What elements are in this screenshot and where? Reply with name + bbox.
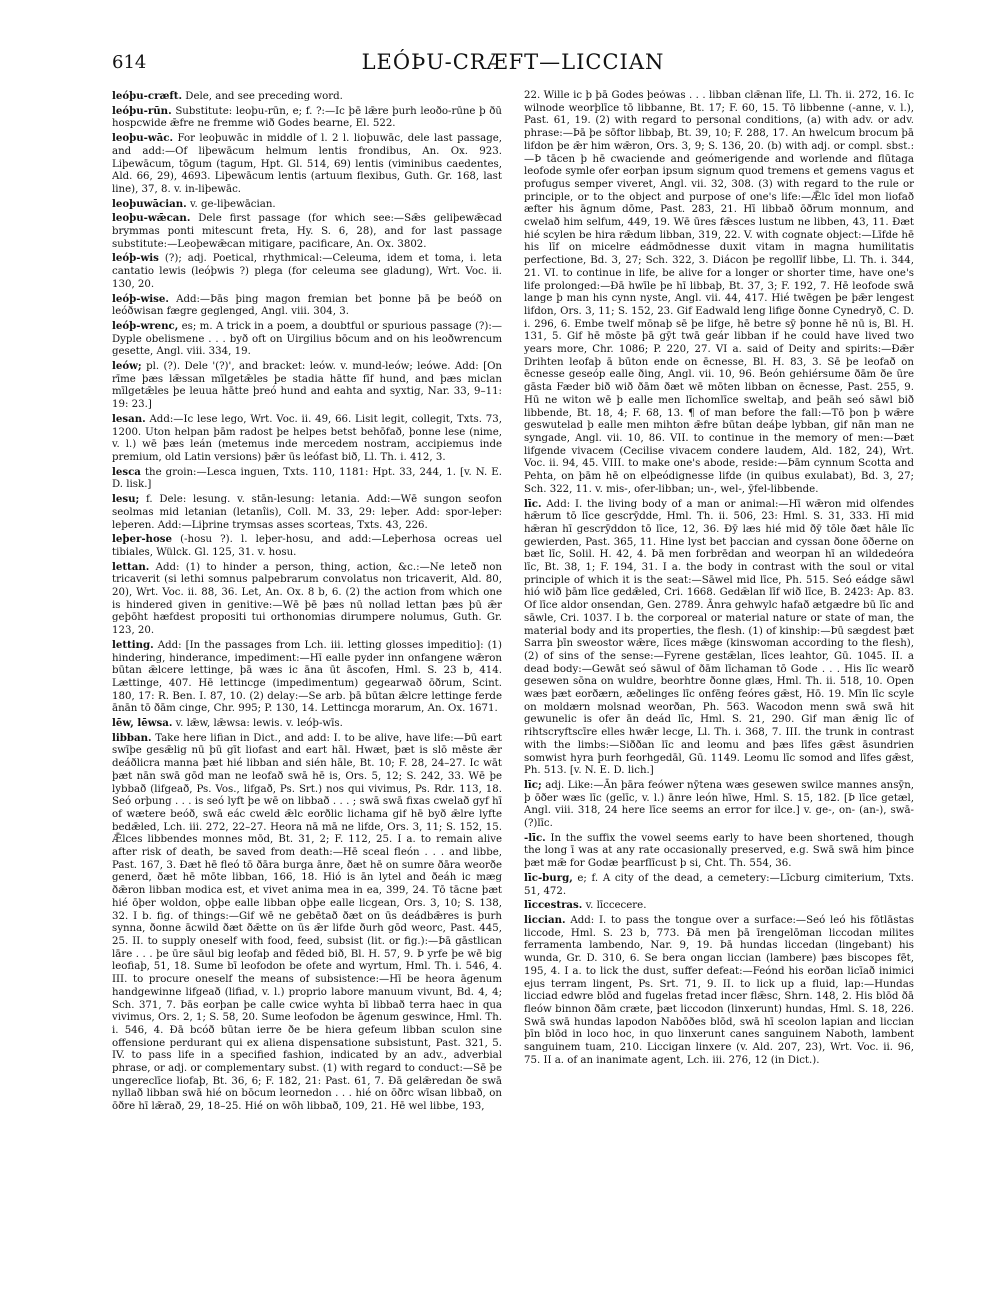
entry-headword: līccestras. [524, 899, 583, 912]
right-column [524, 90, 914, 1115]
entry-text: Dele first passage (for which see:—Sǣs geliþewǣcad brymmas ponti mitescunt freta, Hy. S. 6, 28), and for last passage substitute:—Leoþewǣcan mitigare, pacificare, An. Ox. 3802. [112, 213, 502, 250]
dictionary-entry [524, 779, 914, 831]
entry-headword: leoþu-wāc. [112, 132, 174, 145]
dictionary-entry [112, 90, 502, 104]
entry-text: e; f. A city of the dead, a cemetery:—Līcburg cimiterium, Txts. 51, 472. [524, 872, 914, 897]
entry-text: the groin:—Lesca inguen, Txts. 110, 1181: Hpt. 33, 244, 1. [v. N. E. D. lisk.] [112, 466, 502, 491]
entry-headword: lēw, lēwsa. [112, 717, 173, 730]
entry-text: f. Dele: lesung. v. stān-lesung: letania. Add:—Wē sungon seofon seolmas mid letanian (letanîis), Coll. M. 33, 29: leþer. Add: spor-leþer: leþeren. Add:—Liþrine trymsas asses scorteas, Txts. 43, 226. [112, 494, 502, 531]
dictionary-entry [524, 914, 914, 1067]
entry-text: Take here lifian in Dict., and add: I. to be alive, have life:—Þū eart swīþe gesǣlig nū þū gīt liofast and eart hāl. Hwæt, þæt is slō mēste ǣr deáðlicra manna þæt hié libban and sién hāle, Bt. 10; F. 28, 24–27. Ic wāt þæt nān swā gōd man ne leofað swā hē is, Ors. 5, 12; S. 242, 33. Wē þe lybbað (lifgeað, Ps. Vos., lifgað, Ps. Srt.) nos qui vivimus, Ps. Rdr. 113, 18. Seó orþung . . . is seó lyft þe wē on libbað . . . ; swā swā fixas cwelað gyf hī of wætere beóð, swā eác cweld ǣlc eorðlic lichama gif hē byð ǣlre lyfte bedǣled, Lch. iii. 272, 22–27. Heora nā mā ne lifde, Ors. 3, 11; S. 152, 15. Ǣlces libbendes monnes mōd, Bt. 31, 2; F. 112, 25. I a. to remain alive after risk of death, be saved from death:—Hē sceal fleón . . . and libbe, Past. 167, 3. Ðæt hē fleó tō ðāra burga ānre, ðæt hē on sumre ðāra weorðe generd, ðæt hē mōte libban, 166, 18. Hió is ān lytel and ðeáh ic mæg ðǣron libban modica est, et vivet anima mea in ea, 399, 24. Tō tācne þæt hié ōþer woldon, oþþe ealle libban oþþe ealle licgean, Ors. 3, 10; S. 138, 32. I b. fig. of things:—Gif wē ne gebētað ðæt on ūs deádbǣres is þurh synna, ðonne ācwild ðæt ðǣtte on ūs ǣr lifde ðurh gōd weorc, Past. 445, 25. II. to supply oneself with food, feed, subsist (lit. or fig.):—Þā gāstlican lāre . . . þe ūre sāul big leofaþ and fēded bið, Bl. H. 57, 9. Þ yrfe þe wē big leofiaþ, 51, 18. Sume bī leofodon be ofete and wyrtum, Hml. Th. i. 546, 4. III. to procure oneself the means of subsistence:—Hī be heora āgenum handgewinne lifgeað (lifiad, v. l.) proprio labore manuum vivunt, Bd. 4, 4; Sch. 371, 7. Þās eorþan þe calle cwice wyhta bī libbað terra haec in qua vivimus, Ors. 2, 1; S. 58, 20. Sume leofodon be āgenum geswince, Hml. Th. i. 546, 4. Ðā bcóð būtan ierre ðe be hiera gefeum libban sculon sine offensione perdurant qui ex aliena dispensatione subsistunt, Past. 321, 5. IV. to pass life in a specified fashion, indicated by an adv., adverbial phrase, or adj. or complementary subst. (1) with regard to conduct:—Sē þe ungereclīce liofaþ, Bt. 36, 6; F. 182, 21: Past. 61, 7. Ðā gelǣredan ðe swā nyllað libban swā hié on bōcum leornedon . . . hié on ōðrc wīsan libbað, on ōðre hī lǣrað, 29, 18–25. Hié on wōh libbað, 109, 21. Hē wel libbe, 193, [112, 732, 502, 1113]
dictionary-entry [112, 132, 502, 197]
dictionary-entry [112, 413, 502, 465]
entry-text: (-hosu ?). l. leþer-hosu, and add:—Leþerhosa ocreas uel tibiales, Wülck. Gl. 125, 31. v. hosu. [112, 534, 502, 558]
entry-text: In the suffix the vowel seems early to have been shortened, though the long ī was at any rate occasionally preserved, e.g. Swā swā him þince þæt mǣ for Godæ þearflīcust þ si, Cht. Th. 554, 36. [524, 832, 914, 870]
entry-headword: lesu; [112, 493, 140, 506]
dictionary-entry [524, 872, 914, 898]
entry-headword: līc. [524, 497, 542, 510]
entry-headword: -līc. [524, 831, 546, 844]
dictionary-entry [112, 212, 502, 251]
dictionary-entry [112, 105, 502, 131]
entry-headword: leoþuwācian. [112, 197, 187, 210]
entry-headword: leóþu-cræft. [112, 90, 183, 102]
entry-headword: leóþ-wise. [112, 292, 169, 305]
entry-headword: leóþ-wrenc, [112, 319, 179, 332]
entry-text: Add: [In the passages from Lch. iii. letting glosses impeditio]: (1) hindering, hinderance, impediment:—Hī ealle pyder inn onfangene wǣron būtan ǣlcere lettinge, þā wæs ic āna ūt āscofen, Hml. S. 23 b, 414. Lættinge, 407. Hē lettincge (impedimentum) gegearwað ōðrum, Scint. 180, 17: R. Ben. I. 87, 10. (2) delay:—Se arb. þā būtan ǣlcre lettinge ferde ānān tō ðām cinge, Chr. 995; P. 130, 14. Lettincga morarum, An. Ox. 1671. [112, 639, 502, 715]
page-number: 614 [112, 52, 147, 73]
entry-headword: lesca [112, 465, 141, 478]
entry-text: v. lǣw, lǣwsa: lewis. v. leóþ-wīs. [175, 718, 343, 730]
entry-text: Dele, and see preceding word. [185, 91, 343, 102]
entry-headword: leoþu-wǣcan. [112, 212, 191, 225]
entry-text: Add: (1) to hinder a person, thing, action, &c.:—Ne leteð non tricaverit (si lethi somnus palpebrarum convolatus non tricaverit, Ald. 80, 20), Wrt. Voc. ii. 88, 36. Let, An. Ox. 8 b, 6. (2) the action from which one is hindered given in genitive:—Wē þē þæs nū nollad lettan þæs þū ǣr geþōht hæfdest propositi tui orthonomias dirumpere nolumus, Guth. Gr. 123, 20. [112, 561, 502, 637]
dictionary-entry [112, 533, 502, 559]
entry-text: v. ge-liþewācian. [189, 198, 276, 210]
entry-headword: leów; [112, 360, 142, 373]
entry-text: v. līccecere. [585, 900, 647, 912]
entry-text: pl. (?). Dele '(?)', and bracket: leów. v. mund-leów; leówe. Add: [On rīme þæs lǣssan mīlgetǣles þe stadia hātte fīf hund, and þæs miclan mīlgetǣles þe leuua hātte þreó hund and eahta and syxtig, Nar. 33, 9–11: 19: 23.] [112, 361, 502, 411]
entry-headword: leóþu-rūn. [112, 104, 172, 117]
columns [112, 90, 914, 1115]
dictionary-entry [112, 466, 502, 492]
entry-headword: leþer-hose [112, 533, 172, 546]
dictionary-entry [112, 561, 502, 638]
entry-text: 22. Wille ic þ þā Godes þeówas . . . libban clǣnan līfe, Ll. Th. ii. 272, 16. Ic wilnode weorþlīce tō libbanne, Bt. 17; F. 60, 15. Tō libbenne (-anne, v. l.), Past. 61, 19. (2) with regard to personal conditions, (a) with adv. or adv. phrase:—Þā þe sōftor libbaþ, Bt. 39, 10; F. 288, 17. An hwelcum brocum þā lifdon þe ǣr him wǣron, Ors. 3, 9; S. 136, 20. (b) with adj. or compl. sbst.:—Þ tācen þ hē cwaciende and geómerigende and worlende and flūtaga leofode symle ofer eorþan ipsum signum quod tremens et gemens vagus et profugus semper viveret, Angl. vii. 32, 308. (3) with regard to the rule or principle, or to the object and purpose of one's life:—Ǣlc īdel mon liofað æfter his āgnum dōme, Past. 283, 21. Hī libbað ōðrum monnum, and cwelað him selfum, 449, 19. Wē ūres fǣsces lustum ne libben, 43, 11. Ðæt hié scylen be hira rǣdum libban, 319, 22. V. with cognate object:—Līfde hē his līf on micelre eádmōdnesse duxit vitam in magna humilitatis perfectione, Bd. 3, 27; Sch. 322, 3. Diácon þe regollīf libbe, Ll. Th. i. 344, 21. VI. to continue in life, be alive for a longer or shorter time, have one's life prolonged:—Ðā hwīle þe hī libbaþ, Bt. 37, 3; F. 192, 7. Hē leofode swā lange þ man his cynn nyste, Angl. vii. 44, 417. Hié twēgen þe þǣr lengest lifdon, Ors. 3, 11; S. 152, 23. Gif Eadwald leng lifige ðonne Cynedryð, C. D. i. 296, 6. Embe twelf mōnaþ sē þe lifge, hē betre sȳ þonne hē nū is, Bl. H. 131, 5. Gif hē mōste þā gȳt twā geár libban if he could have lived two years more, Chr. 1086; P. 220, 27. VI a. said of Deity and spirits:—Ðǣr Drihten leofaþ ā būton ende on ēcnesse, Bl. H. 83, 3. Sē þe leofað on ēcnesse geseóp ealle ðing, Angl. vii. 10, 96. Beón gehiérsume ðām ðe ūre gāsta Fæder bið wið ðām ðæt wē mōten libban on ēcnesse, Past. 255, 9. Hū ne witon wē þ ealle men līchomlīce sweltaþ, and þeāh seó sāwl bið libbende, Bt. 18, 4; F. 68, 13. ¶ of man before the fall:—Tō þon þ wǣre geswutelad þ ealle men mihton ǣfre būtan deáþe lybban, gif nān man ne syngade, Angl. vii. 10, 86. VII. to continue in the memory of men:—Þæt lifgende vivacem (Cecilise vivacem condere laudem, Ald. 182, 24), Wrt. Voc. ii. 94, 45. VIII. to make one's abode, reside:—Þām cynnum Scotta and Pehta, on þām hē on elþeódignesse lifde (in quibus exulabat), Bd. 3, 27; Sch. 322, 11. v. mis-, ofer-libban; un-, wel-, ȳfel-libbende. [524, 90, 914, 495]
entry-text: Add: I. the living body of a man or animal:—Hī wǣron mid olfendes hǣrum tō līce gescrȳdde, Hml. Th. ii. 506, 23: Hml. S. 31, 333. Hī mid hǣran hī gescrȳddon tō līce, 12, 36. Ðȳ læs hié mid ðȳ tōle ðæt hāle līc gewierden, Past. 365, 11. Hine lyst bet þaccian and cyssan ðone ōðerne on bæt līc, Solil. H. 42, 4. Þā men forbrēdan and weorpan hī an wildedeóra līc, Bt. 38, 1; F. 194, 31. I a. the body in contrast with the soul or vital principle of which it is the seat:—Sāwel mid līce, Ph. 515. Seó eádge sāwl hió wið þām līce gedǣled, Cri. 1668. Gedǣlan līf wið līce, B. 2423: Ap. 83. Of līce aldor onsendan, Gen. 2789. Ānra gehwylc hafað ætgædre bū līc and sāwle, Cri. 1037. I b. the corporeal or material nature or state of man, the material body and its properties, the flesh. (1) of kinship:—Þū sægdest þæt Sarra þīn sweostor wǣre, līces mǣge (kinswoman according to the flesh), (2) of sins of the sense:—Fyrene gestǣlan, līces leahtor, Gū. 1045. II. a dead body:—Gewāt seó sāwul of ðām līchaman tō Gode . . . His līc wearð gesewen sōna on wuldre, beorhtre ðonne glæs, Hml. Th. ii. 518, 10. Open wæs þæt eorðærn, æðelinges līc onfēng feóres gǣst, Hō. 19. Mīn līc scyle on moldærn molsnad weorðan, Ph. 563. Wacodon menn swā swā hit gewunelic is ofer ān deád līc, Hml. S. 21, 290. Gif man ǣnig līc of rihtscryftscīre elles hwǣr lecge, Ll. Th. i. 368, 7. III. the trunk in contrast with the limbs:—Siððan līc and leomu and þæs līfes gǣst āsundrien somwist hyra þurh feorhgedāl, Gū. 1149. Leomu līc somod and līfes gǣst, Ph. 513. [v. N. E. D. lich.] [524, 498, 914, 777]
dictionary-entry [112, 198, 502, 212]
dictionary-entry [112, 293, 502, 319]
entry-text: adj. Like:—Ān þāra feówer nȳtena wæs gesewen swilce mannes ansȳn, þ ōðer wæs līc (gelīc, v. l.) ānre león hīwe, Hml. S. 15, 182. [Þ līce getæl, Angl. viii. 318, 24 here līce seems an error for ilce.] v. ge-, on- (an-), swā-(?)līc. [524, 779, 914, 830]
running-head: LEÓÞU-CRÆFT—LICCIAN [361, 50, 665, 74]
dictionary-entry [524, 90, 914, 497]
dictionary-entry [112, 639, 502, 716]
dictionary-entry [112, 252, 502, 291]
entry-text: Add: I. to pass the tongue over a surface:—Seó leó his fōtlāstas liccode, Hml. S. 23 b, 773. Ðā men þā īrengelōman liccodan milites ferramenta lambendo, Nar. 9, 19. Þā hundas liccedan (lingebant) his wunda, Gr. D. 310, 6. Se bera ongan liccian (lambere) þæs biscopes fēt, 195, 4. I a. to lick the dust, suffer defeat:—Feónd his eorðan licīað inimici ejus terram lingent, Ps. Srt. 71, 9. II. to lick up a fluid, lap:—Hundas licciad edwre blōd and fugelas fretad incer flǣsc, Shrn. 148, 2. His blōd ðā fleów binnon ðām cræte, þæt liccodon (linxerunt) hundas, Hml. S. 18, 226. Swā swā hundas lapodon Nabōðes blōd, swā hī sceolon lapian and liccian þīn blōd in loco hoc, in quo linxerunt canes sanguinem Naboth, lambent sanguinem tuam, 210. Liccigan linxere (v. Ald. 207, 23), Wrt. Voc. ii. 96, 75. II a. of an inanimate agent, Lch. iii. 276, 12 (in Dict.). [524, 915, 914, 1066]
entry-text: For leoþuwāc in middle of l. 2 l. lioþuwāc, dele last passage, and add:—Of liþewācum helmum lentis frondibus, An. Ox. 923. Liþewācum, tōgum (tagum, Hpt. Gl. 514, 69) lentis (viminibus caedentes, Ald. 66, 29), 4693. Liþewācum lentis (artuum flexibus, Guth. Gr. 168, last line), 37, 8. v. in-liþewāc. [112, 133, 502, 195]
entry-headword: liccian. [524, 914, 566, 926]
left-column [112, 90, 502, 1115]
entry-text: Add:—Þās þing magon fremian bet þonne þā þe beóð on leóðwisan fægre geglenged, Angl. viii. 304, 3. [112, 293, 502, 318]
entry-headword: leóþ-wis [112, 252, 159, 265]
entry-text: Substitute: leoþu-rūn, e; f. ?:—Ic þē lǣre þurh leoðo-rūne þ ðū hospcwide ǣfre ne fremme wið Godes bearne, El. 522. [112, 105, 502, 130]
dictionary-entry [524, 498, 914, 778]
entry-headword: līc-burg, [524, 871, 573, 884]
dictionary-entry [524, 899, 914, 913]
dictionary-entry [112, 732, 502, 1114]
entry-headword: libban. [112, 731, 152, 744]
entry-headword: lettan. [112, 560, 150, 573]
entry-headword: lesan. [112, 412, 146, 425]
entry-headword: līc; [524, 778, 542, 791]
entry-text: es; m. A trick in a poem, a doubtful or spurious passage (?):—Dyple obelismene . . . byð oft on Uirgilius bōcum and on his leoðwrencum gesette, Angl. viii. 334, 19. [112, 320, 502, 358]
page-header [112, 48, 914, 82]
dictionary-entry [112, 320, 502, 359]
dictionary-entry [112, 493, 502, 532]
dictionary-entry [524, 832, 914, 871]
dictionary-entry [112, 717, 502, 731]
entry-text: Add:—Ic lese lego, Wrt. Voc. ii. 49, 66. Lisit legit, collegit, Txts. 73, 1200. Uton helpan þām radost þe helpes betst behōfað, þonne lese (nime, v. l.) wē þæs leán (metemus inde mercedem nostram, accipiemus inde premium, old Latin versions) þǣr ūs leófast bið, Ll. Th. i. 412, 3. [112, 413, 502, 463]
entry-headword: letting. [112, 638, 154, 651]
entry-text: (?); adj. Poetical, rhythmical:—Celeuma, idem et toma, i. leta cantatio lewis (leóþwis ?) plega (for celeuma see gladung), Wrt. Voc. ii. 130, 20. [112, 253, 502, 290]
dictionary-entry [112, 360, 502, 412]
